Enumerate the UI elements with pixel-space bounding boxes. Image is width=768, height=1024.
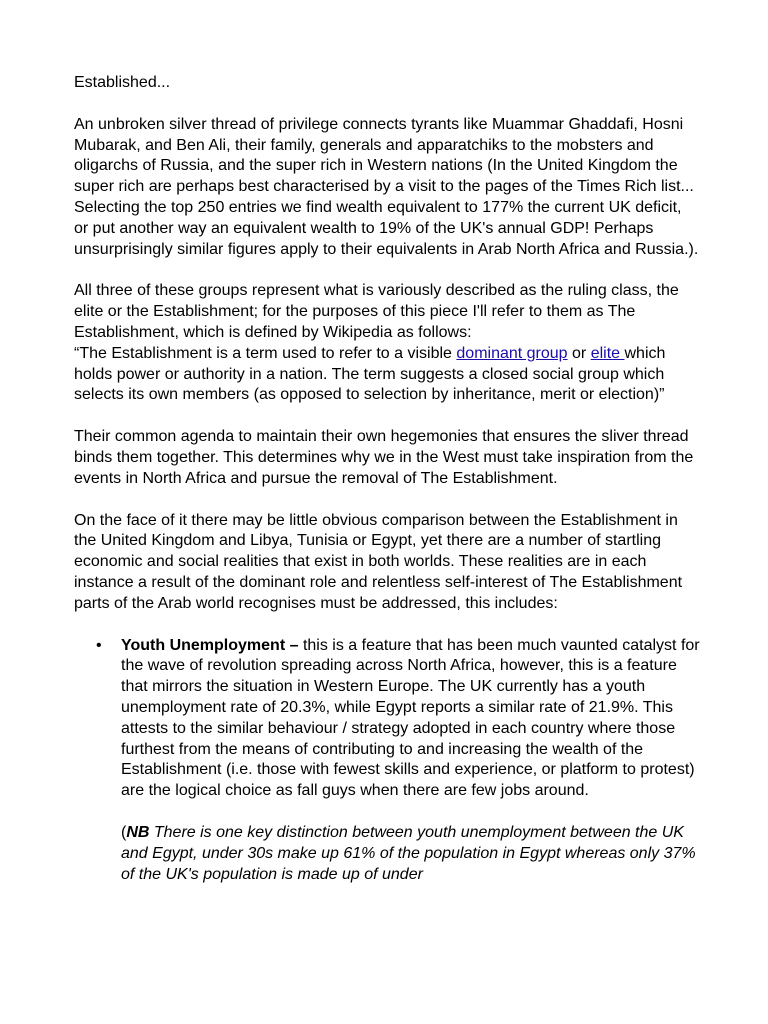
bullet-marker: •	[96, 636, 102, 654]
definition-intro: All three of these groups represent what is variously described as the ruling class, the elite or the Establishment; for the purposes of this piece I'll refer to them as The Establishment, which is defined by Wikipedia as follows:	[74, 282, 679, 341]
bullet-text: this is a feature that has been much vaunted catalyst for the wave of revolution spreading across North Africa, however, this is a feature that mirrors the situation in Western Europe. The UK currently has a youth unemployment rate of 20.3%, while Egypt reports a similar rate of 21.9%. This attests to the similar behaviour / strategy adopted in each country where those furthest from the means of contributing to and increasing the wealth of the Establishment (i.e. those with fewest skills and experience, or platform to protest) are the logical choice as fall guys when there are few jobs around.	[121, 636, 700, 800]
quote-start: “The Establishment is a term used to refer to a visible	[74, 344, 457, 362]
note-nb-label: NB	[126, 823, 150, 841]
nb-note	[121, 823, 700, 885]
quote-end: which holds power or authority in a nation. The term suggests a closed social group which selects its own members (as opposed to selection by inheritance, merit or election)”	[74, 344, 666, 404]
document-heading: Established...	[74, 74, 171, 91]
paragraph-establishment-definition	[74, 281, 700, 406]
document-page	[74, 73, 700, 885]
bullet-title: Youth Unemployment –	[121, 636, 299, 654]
paragraph-common-agenda: Their common agenda to maintain their own hegemonies that ensures the sliver thread binds them together. This determines why we in the West must take inspiration from the events in North Africa and pursue the removal of The Establishment.	[74, 428, 694, 487]
dominant-group-link[interactable]: dominant group	[456, 344, 568, 362]
elite-link[interactable]: elite	[590, 344, 625, 362]
paragraph-comparison: On the face of it there may be little obvious comparison between the Establishment in the United Kingdom and Libya, Tunisia or Egypt, yet there are a number of startling economic and social realities that exist in both worlds. These realities are in each instance a result of the dominant role and relentless self-interest of The Establishment parts of the Arab world recognises must be addressed, this includes:	[74, 511, 683, 612]
quote-between: or	[567, 344, 591, 362]
note-open-paren: (	[121, 823, 127, 841]
paragraph-silver-thread: An unbroken silver thread of privilege connects tyrants like Muammar Ghaddafi, Hosni Mubarak, and Ben Ali, their family, generals and apparatchiks to the mobsters and oligarchs of Russia, and the super rich in Western nations (In the United Kingdom the super rich are perhaps best characterised by a visit to the pages of the Times Rich list... Selecting the top 250 entries we find wealth equivalent to 177% the current UK deficit, or put another way an equivalent wealth to 19% of the UK's annual GDP! Perhaps unsurprisingly similar figures apply to their equivalents in Arab North Africa and Russia.).	[74, 115, 699, 258]
note-text: There is one key distinction between youth unemployment between the UK and Egypt, under 30s make up 61% of the population in Egypt whereas only 37% of the UK's population is made up of under	[121, 823, 696, 883]
bullet-youth-unemployment	[96, 636, 700, 802]
